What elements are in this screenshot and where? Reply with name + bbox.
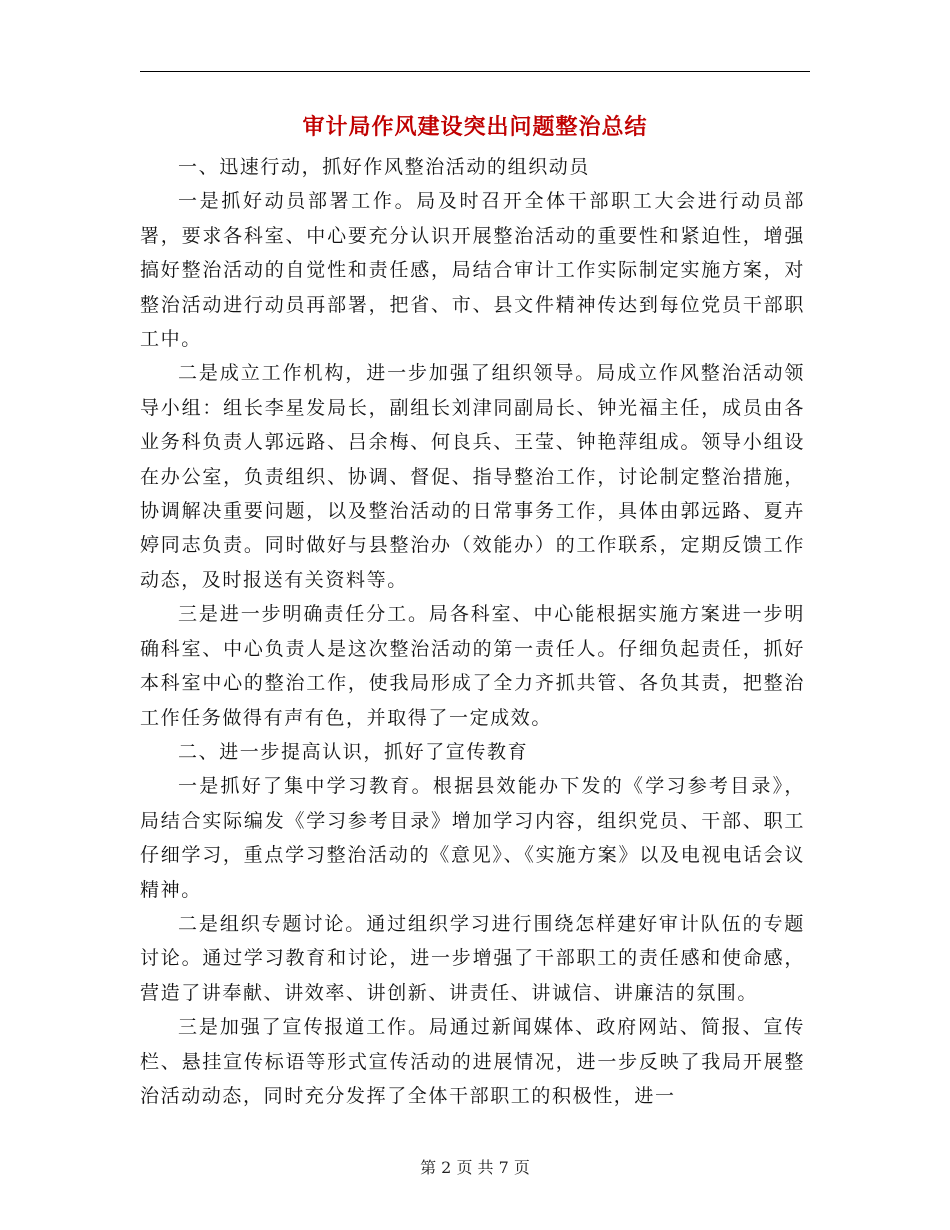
paragraph-mobilization: 一是抓好动员部署工作。局及时召开全体干部职工大会进行动员部署，要求各科室、中心要充分认识开展整治活动的重要性和紧迫性，增强搞好整治活动的自觉性和责任感，局结合审计工作实际制定实施方案，对整治活动进行动员再部署，把省、市、县文件精神传达到每位党员干部职工中。	[140, 190, 805, 351]
document-body	[140, 150, 805, 1113]
section-heading-2: 二、进一步提高认识，抓好了宣传教育	[178, 740, 529, 763]
page-number: 第 2 页 共 7 页	[420, 1158, 530, 1177]
paragraph-publicity: 三是加强了宣传报道工作。局通过新闻媒体、政府网站、简报、宣传栏、悬挂宣传标语等形式宣传活动的进展情况，进一步反映了我局开展整治活动动态，同时充分发挥了全体干部职工的积极性，进一	[140, 1016, 805, 1107]
section-heading-1: 一、迅速行动，抓好作风整治活动的组织动员	[178, 156, 591, 178]
paragraph-discussion: 二是组织专题讨论。通过组织学习进行围绕怎样建好审计队伍的专题讨论。通过学习教育和讨论，进一步增强了干部职工的责任感和使命感，营造了讲奉献、讲效率、讲创新、讲责任、讲诚信、讲廉洁的氛围。	[140, 912, 805, 1004]
paragraph-responsibility: 三是进一步明确责任分工。局各科室、中心能根据实施方案进一步明确科室、中心负责人是这次整治活动的第一责任人。仔细负起责任，抓好本科室中心的整治工作，使我局形成了全力齐抓共管、各负其责，把整治工作任务做得有声有色，并取得了一定成效。	[140, 603, 805, 729]
document-title: 审计局作风建设突出问题整治总结	[302, 115, 648, 140]
header-rule	[140, 71, 810, 72]
paragraph-study: 一是抓好了集中学习教育。根据县效能办下发的《学习参考目录》，局结合实际编发《学习参考目录》增加学习内容，组织党员、干部、职工仔细学习，重点学习整治活动的《意见》、《实施方案》以及电视电话会议精神。	[140, 775, 805, 901]
paragraph-organization: 二是成立工作机构，进一步加强了组织领导。局成立作风整治活动领导小组：组长李星发局长，副组长刘津同副局长、钟光福主任，成员由各业务科负责人郭远路、吕余梅、何良兵、王莹、钟艳萍组成。领导小组设在办公室，负责组织、协调、督促、指导整治工作，讨论制定整治措施，协调解决重要问题，以及整治活动的日常事务工作，具体由郭远路、夏卉婷同志负责。同时做好与县整治办（效能办）的工作联系，定期反馈工作动态，及时报送有关资料等。	[140, 362, 805, 591]
